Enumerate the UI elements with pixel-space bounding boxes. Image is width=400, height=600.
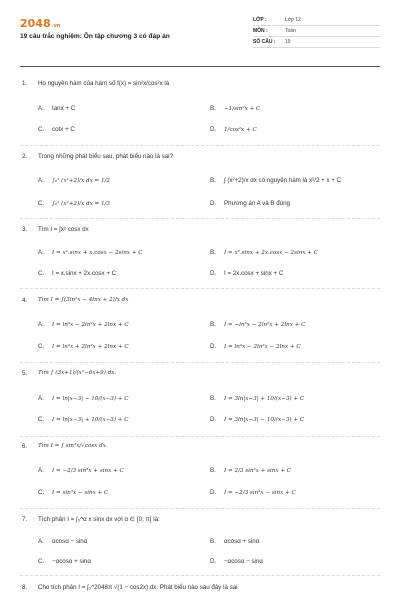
meta-value: 19	[285, 39, 291, 45]
question-divider	[20, 362, 380, 363]
option-d[interactable]: D. I = ln³x − 2ln²x − 2lnx + C	[210, 343, 301, 350]
option-b[interactable]: B. ∫ (x²+2)/x dx có nguyên hàm là x²/2 + x + C	[210, 177, 342, 184]
option-text: I = ln³x + 2ln²x + 2lnx + C	[52, 344, 129, 350]
option-text: I = 2/3 sin³x + sinx + C	[224, 468, 292, 474]
option-a[interactable]: A. I = ln³x − 2ln²x + 2lnx + C	[38, 321, 129, 328]
meta-table	[253, 15, 380, 48]
question-divider	[20, 436, 380, 437]
option-text: αcosα + sinα	[224, 538, 260, 545]
option-b[interactable]: B. I = 2/3 sin³x + sinx + C	[210, 467, 292, 474]
option-c[interactable]: C. I = sin³x − sinx + C	[38, 489, 109, 496]
option-d[interactable]: D. I = −2/3 sin³x − sinx + C	[210, 489, 296, 496]
option-text: I = −2/3 sin³x + sinx + C	[52, 468, 124, 474]
option-b[interactable]: B. I = −ln³x − 2ln²x + 2lnx + C	[210, 321, 306, 328]
question-number: 8.	[22, 584, 28, 591]
meta-row-subject	[253, 26, 380, 37]
option-a[interactable]: A. I = x².sinx + x.cosx − 2sinx + C	[38, 249, 143, 256]
question-6	[22, 443, 382, 450]
question-text: Tìm I = ∫x² cosx dx	[38, 226, 89, 233]
option-text: I = ln³x − 2ln²x − 2lnx + C	[224, 344, 301, 350]
logo-suffix: .vn	[51, 23, 61, 29]
option-text: I = 3ln|x−3| − 10/(x−3) + C	[224, 417, 305, 423]
option-c[interactable]: C. cotx + C	[38, 126, 75, 133]
logo-text: 2048	[20, 17, 51, 30]
option-c[interactable]: C. I = x.sinx + 2x.cosx + C	[38, 270, 117, 277]
option-d[interactable]: D. 1/cos²x + C	[210, 126, 257, 133]
option-text: ∫₀¹ (x²+2)/x dx = 1/3	[52, 201, 110, 207]
question-text: Tích phân I = ∫₀^α x sinx dx với α ∈ [0; π] là:	[38, 516, 160, 523]
option-d[interactable]: D. I = 3ln|x−3| − 10/(x−3) + C	[210, 416, 305, 423]
option-text: I = ln³x − 2ln²x + 2lnx + C	[52, 322, 129, 328]
option-text: I = x².sinx + x.cosx − 2sinx + C	[52, 250, 143, 256]
option-text: Phương án A và B đúng	[224, 200, 290, 207]
question-divider	[20, 508, 380, 509]
option-text: I = x.sinx + 2x.cosx + C	[52, 270, 117, 277]
meta-row-class	[253, 15, 380, 26]
option-a[interactable]: A. ∫₀¹ (x²+2)/x dx = 1/2	[38, 177, 110, 184]
option-text: ∫ (x²+2)/x dx có nguyên hàm là x²/2 + x + C	[224, 177, 342, 184]
option-text: I = −2/3 sin³x − sinx + C	[224, 490, 296, 496]
option-text: −1/sin²x + C	[224, 106, 261, 112]
option-a[interactable]: A. I = ln|x−3| − 10/(x−3) + C	[38, 395, 129, 402]
question-3	[22, 226, 382, 233]
question-divider	[20, 145, 380, 146]
option-text: −αcosα − sinα	[224, 558, 263, 565]
question-text: Cho tích phân I = ∫₀^2048π √(1 − cos2x) dx. Phát biểu nào sau đây là sai	[38, 584, 238, 591]
question-4	[22, 297, 382, 304]
option-b[interactable]: B. I = 3ln|x−3| + 10/(x−3) + C	[210, 395, 305, 402]
site-logo[interactable]	[20, 17, 60, 30]
option-a[interactable]: A. αcosα − sinα	[38, 538, 88, 545]
question-number: 4.	[22, 297, 28, 304]
question-text: Tìm I = ∫(3ln²x − 4lnx + 2)/x dx	[38, 297, 129, 303]
header-divider	[20, 66, 380, 67]
question-text: Trong những phát biểu sau, phát biểu nào là sai?	[38, 153, 173, 160]
option-c[interactable]: C. I = ln³x + 2ln²x + 2lnx + C	[38, 343, 129, 350]
option-text: −αcosα + sinα	[52, 558, 91, 565]
meta-key: MÔN :	[253, 28, 268, 34]
question-number: 5.	[22, 370, 28, 377]
option-text: αcosα − sinα	[52, 538, 88, 545]
question-number: 1.	[22, 80, 28, 87]
option-b[interactable]: B. αcosα + sinα	[210, 538, 260, 545]
option-text: I = 2x.cosx + sinx + C	[224, 270, 284, 277]
question-text: Tìm ∫ (3x+1)/(x²−6x+9) dx.	[38, 370, 117, 376]
option-d[interactable]: D. −αcosα − sinα	[210, 558, 263, 565]
option-c[interactable]: C. −αcosα + sinα	[38, 558, 91, 565]
meta-row-count	[253, 37, 380, 48]
option-b[interactable]: B. I = x².sinx + 2x.cosx − 2sinx + C	[210, 249, 319, 256]
meta-value: Lớp 12	[285, 17, 301, 23]
option-d[interactable]: D. Phương án A và B đúng	[210, 200, 290, 207]
question-5	[22, 370, 382, 377]
question-text: Tìm I = ∫ sin³x/√cosx dx.	[38, 443, 108, 449]
question-divider	[20, 218, 380, 219]
option-text: I = −ln³x − 2ln²x + 2lnx + C	[224, 322, 306, 328]
option-a[interactable]: A. tanx + C	[38, 105, 76, 112]
document-title: 19 câu trắc nghiệm: Ôn tập chương 3 có đáp án	[20, 33, 170, 40]
question-number: 2.	[22, 153, 28, 160]
option-d[interactable]: D. I = 2x.cosx + sinx + C	[210, 270, 284, 277]
meta-key: LỚP :	[253, 17, 267, 23]
option-b[interactable]: B. −1/sin²x + C	[210, 105, 261, 112]
question-number: 7.	[22, 516, 28, 523]
option-text: I = sin³x − sinx + C	[52, 490, 109, 496]
question-1	[22, 80, 382, 87]
option-text: 1/cos²x + C	[224, 127, 257, 133]
question-number: 6.	[22, 443, 28, 450]
option-text: I = x².sinx + 2x.cosx − 2sinx + C	[224, 250, 319, 256]
question-2	[22, 153, 382, 160]
question-8	[22, 584, 382, 591]
question-7	[22, 516, 382, 523]
meta-value: Toán	[285, 28, 296, 34]
option-text: I = 3ln|x−3| + 10/(x−3) + C	[224, 396, 305, 402]
question-text: Họ nguyên hàm của hàm số f(x) = sin²x/cos²x là	[38, 80, 170, 87]
question-divider	[20, 575, 380, 576]
option-text: ∫₀¹ (x²+2)/x dx = 1/2	[52, 178, 110, 184]
option-c[interactable]: C. I = ln|x−3| + 10/(x−3) + C	[38, 416, 129, 423]
option-text: cotx + C	[52, 126, 75, 133]
option-c[interactable]: C. ∫₀¹ (x²+2)/x dx = 1/3	[38, 200, 110, 207]
meta-key: SỐ CÂU :	[253, 39, 276, 45]
option-text: I = ln|x−3| + 10/(x−3) + C	[52, 417, 129, 423]
question-number: 3.	[22, 226, 28, 233]
question-divider	[20, 288, 380, 289]
option-a[interactable]: A. I = −2/3 sin³x + sinx + C	[38, 467, 124, 474]
option-text: I = ln|x−3| − 10/(x−3) + C	[52, 396, 129, 402]
option-text: tanx + C	[52, 105, 76, 112]
